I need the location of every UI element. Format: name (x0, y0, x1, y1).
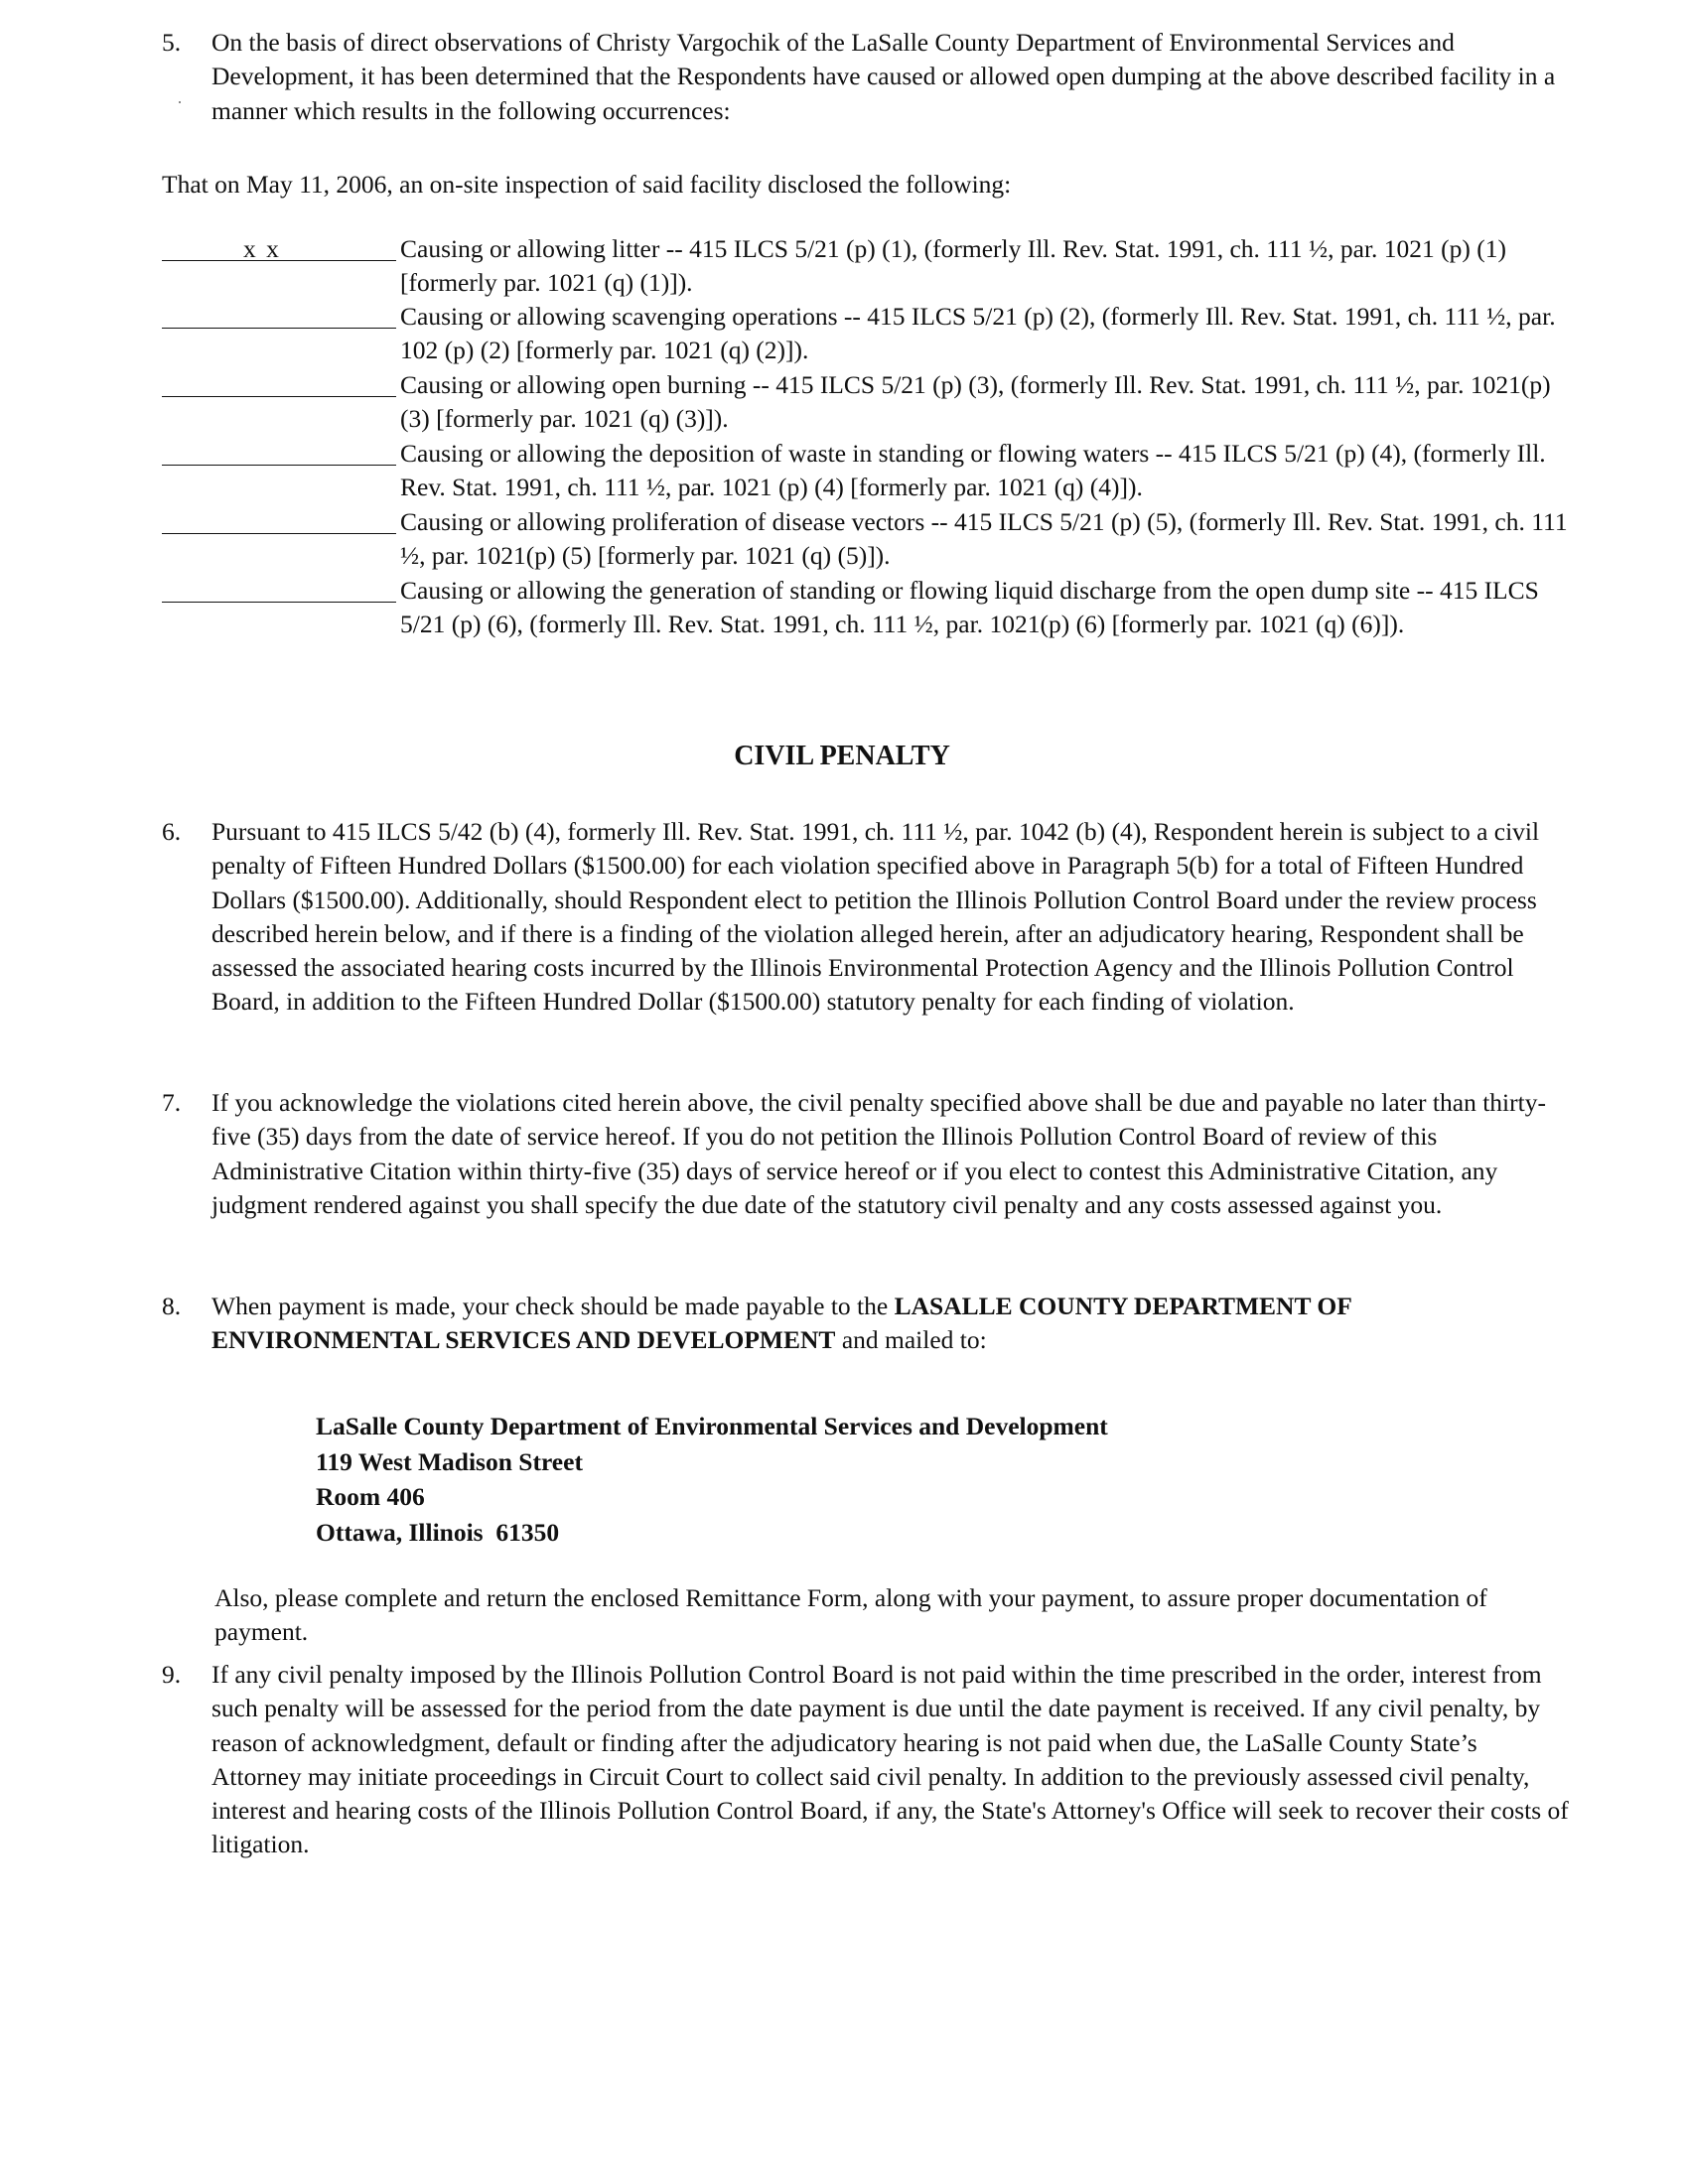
paragraph-8 (162, 1290, 1572, 1358)
paragraph-8-text (211, 1290, 1572, 1358)
violation-text: Causing or allowing litter -- 415 ILCS 5/21 (p) (1), (formerly Ill. Rev. Stat. 1991, ch. 111 ½, par. 1021 (p) (1) [formerly par. 1021 (q) (1)]). (400, 234, 1507, 298)
paragraph-7 (162, 1086, 1572, 1222)
violation-row-scavenging (162, 300, 1572, 368)
violation-checkbox-line (162, 437, 396, 466)
inspection-intro: That on May 11, 2006, an on-site inspection of said facility disclosed the following: (162, 170, 1012, 199)
payee-name: LASALLE COUNTY DEPARTMENT OF ENVIRONMENTAL SERVICES AND DEVELOPMENT (211, 1292, 1351, 1355)
civil-penalty-heading: CIVIL PENALTY (734, 741, 950, 771)
paragraph-9-number: 9. (162, 1660, 182, 1689)
violation-row-litter (162, 232, 1572, 301)
paragraph-7-number: 7. (162, 1088, 182, 1117)
paragraph-6-text: Pursuant to 415 ILCS 5/42 (b) (4), formerly Ill. Rev. Stat. 1991, ch. 111 ½, par. 1042 (b) (4), Respondent herein is subject to a civil penalty of Fifteen Hundred Dollars ($1500.00) for each violation specified above in Paragraph 5(b) for a total of Fifteen Hundred Dollars ($1500.00). Additionally, should Respondent elect to petition the Illinois Pollution Control Board under the review process described herein below, and if there is a finding of the violation alleged herein, after an adjudicatory hearing, Respondent shall be assessed the associated hearing costs incurred by the Illinois Environmental Protection Agency and the Illinois Pollution Control Board, in addition to the Fifteen Hundred Dollar ($1500.00) statutory penalty for each finding of violation. (211, 817, 1540, 1017)
paragraph-5-number: 5. (162, 28, 182, 57)
violation-row-liquid-discharge (162, 574, 1572, 642)
address-line-3: Room 406 (316, 1482, 425, 1511)
paragraph-6-number: 6. (162, 817, 182, 846)
violation-checkbox-line (162, 368, 396, 397)
violation-checkbox-line (162, 574, 396, 603)
address-line-2: 119 West Madison Street (316, 1446, 583, 1476)
violation-text: Causing or allowing the deposition of waste in standing or flowing waters -- 415 ILCS 5/21 (p) (4), (formerly Ill. Rev. Stat. 1991, ch. 111 ½, par. 1021 (p) (4) [formerly par. 1021 (q) (4)]). (400, 439, 1546, 502)
paragraph-8-text-before: When payment is made, your check should be made payable to the (211, 1292, 895, 1320)
violation-row-disease-vectors (162, 505, 1572, 574)
violation-text: Causing or allowing proliferation of disease vectors -- 415 ILCS 5/21 (p) (5), (formerly Ill. Rev. Stat. 1991, ch. 111 ½, par. 1021(p) (5) [formerly par. 1021 (q) (5)]). (400, 507, 1568, 571)
violation-text: Causing or allowing scavenging operations -- 415 ILCS 5/21 (p) (2), (formerly Ill. Rev. Stat. 1991, ch. 111 ½, par. 102 (p) (2) [formerly par. 1021 (q) (2)]). (400, 302, 1556, 365)
paragraph-9-text: If any civil penalty imposed by the Illinois Pollution Control Board is not paid within the time prescribed in the order, interest from such penalty will be assessed for the period from the date payment is due until the date payment is received. If any civil penalty, by reason of acknowledgment, default or finding after the adjudicatory hearing is not paid when due, the LaSalle County State’s Attorney may initiate proceedings in Circuit Court to collect said civil penalty. In addition to the previously assessed civil penalty, interest and hearing costs of the Illinois Pollution Control Board, if any, the State's Attorney's Office will seek to recover their costs of litigation. (211, 1660, 1569, 1859)
paragraph-9 (162, 1658, 1572, 1862)
paragraph-5 (162, 26, 1572, 128)
violation-text: Causing or allowing the generation of standing or flowing liquid discharge from the open dump site -- 415 ILCS 5/21 (p) (6), (formerly Ill. Rev. Stat. 1991, ch. 111 ½, par. 1021(p) (6) [formerly par. 1021 (q) (6)]). (400, 576, 1539, 639)
address-line-4: Ottawa, Illinois 61350 (316, 1517, 560, 1547)
violation-row-waste-in-waters (162, 437, 1572, 505)
remittance-note: Also, please complete and return the enclosed Remittance Form, along with your payment, to assure proper documentation of payment. (214, 1583, 1487, 1647)
scan-mark (179, 101, 181, 103)
paragraph-5-text: On the basis of direct observations of Christy Vargochik of the LaSalle County Department of Environmental Services and Development, it has been determined that the Respondents have caused or allowed open dumping at the above described facility in a manner which results in the following occurrences: (211, 28, 1556, 125)
paragraph-8-number: 8. (162, 1292, 182, 1320)
paragraph-8-text-after: and mailed to: (835, 1325, 987, 1355)
mailing-address (316, 1409, 1108, 1550)
violation-checkbox-line (162, 505, 396, 534)
paragraph-7-text: If you acknowledge the violations cited herein above, the civil penalty specified above shall be due and payable no later than thirty-five (35) days from the date of service hereof. If you do not petition the Illinois Pollution Control Board of review of this Administrative Citation within thirty-five (35) days of service hereof or if you elect to contest this Administrative Citation, any judgment rendered against you shall specify the due date of the statutory civil penalty and any costs assessed against you. (211, 1088, 1546, 1219)
address-line-1: LaSalle County Department of Environmental Services and Development (316, 1412, 1108, 1440)
violation-checkbox-line (162, 300, 396, 329)
violation-text: Causing or allowing open burning -- 415 ILCS 5/21 (p) (3), (formerly Ill. Rev. Stat. 1991, ch. 111 ½, par. 1021(p) (3) [formerly par. 1021 (q) (3)]). (400, 370, 1551, 434)
violation-row-open-burning (162, 368, 1572, 437)
violation-check-mark: x x (243, 234, 281, 263)
paragraph-6 (162, 815, 1572, 1020)
